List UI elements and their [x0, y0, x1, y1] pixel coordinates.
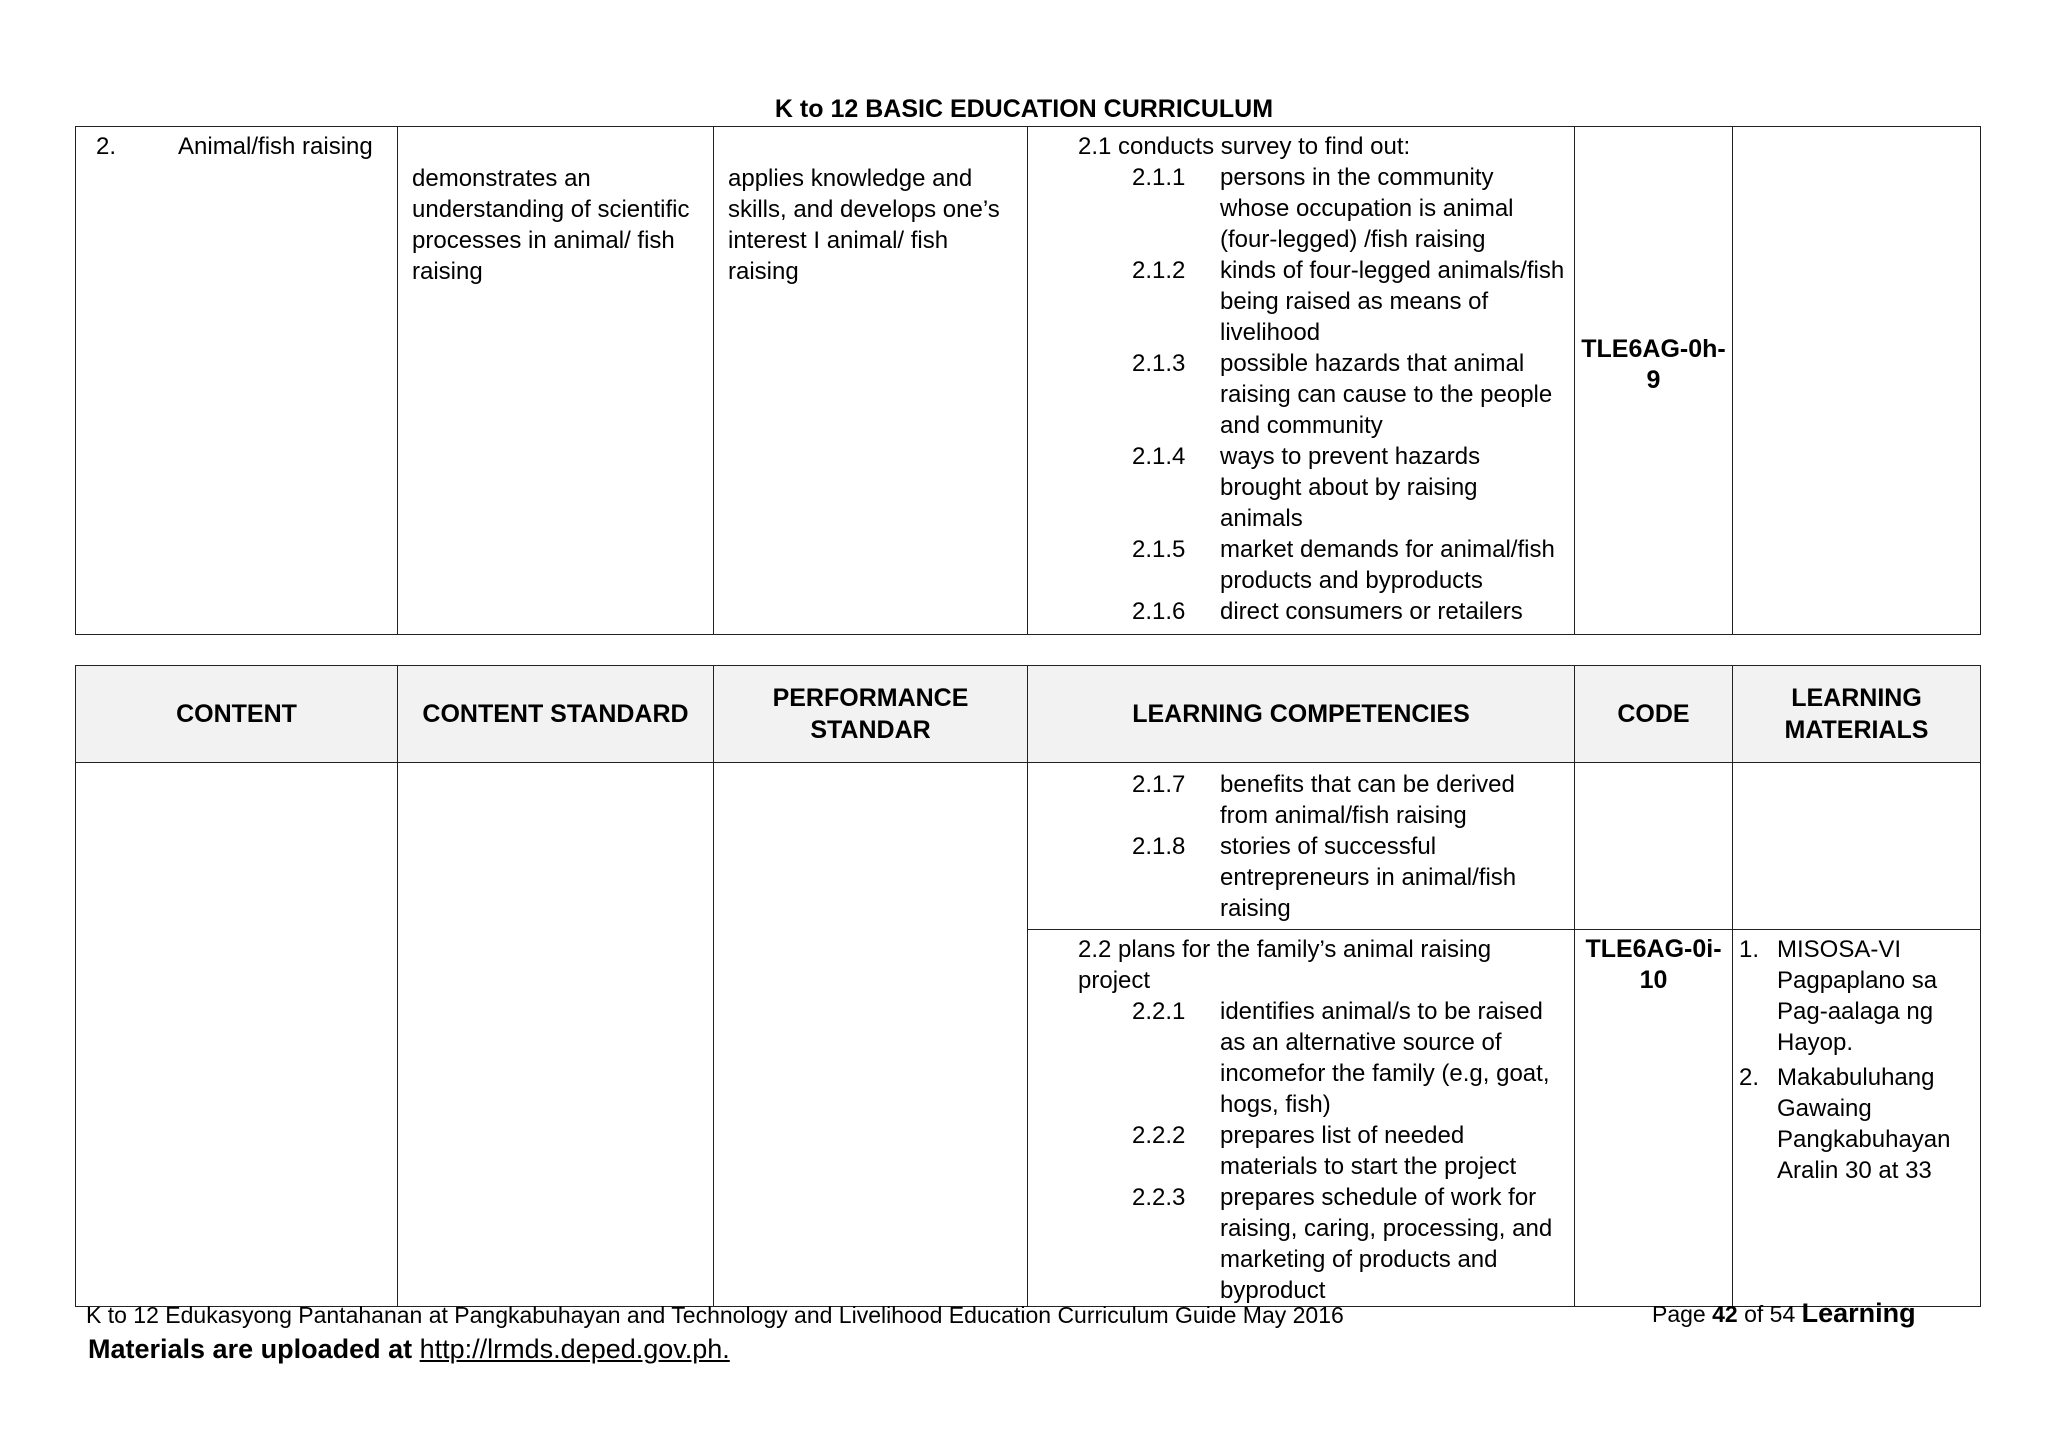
item-text: stories of successful entrepreneurs in animal/fish raising [1220, 833, 1517, 922]
page-title: K to 12 BASIC EDUCATION CURRICULUM [774, 95, 1274, 123]
header-performance-standard: PERFORMANCE STANDAR [714, 666, 1028, 763]
item-number: 2.1.1 [1132, 164, 1186, 191]
table-row [76, 127, 1981, 635]
list-item [1028, 534, 1566, 596]
lrmds-link[interactable]: http://lrmds.deped.gov.ph. [419, 1334, 730, 1364]
item-text: ways to prevent hazards brought about by raising animals [1220, 443, 1481, 532]
bottom-curriculum-table [75, 665, 1981, 1307]
table-row [76, 763, 1981, 930]
item-number: 2.1.6 [1132, 598, 1186, 625]
item-number: 2.1.4 [1132, 443, 1186, 470]
performance-standard-text: applies knowledge and skills, and develops one’s interest I animal/ fish raising [728, 165, 1000, 285]
item-number: 2.2.2 [1132, 1122, 1186, 1149]
header-content-standard: CONTENT STANDARD [398, 666, 714, 763]
item-text: direct consumers or retailers [1220, 598, 1523, 625]
performance-standard-cell [714, 763, 1028, 1307]
competencies-cell [1028, 930, 1575, 1307]
code-text: TLE6AG-0i-10 [1585, 935, 1722, 994]
list-item [1028, 831, 1566, 924]
item-text: prepares schedule of work for raising, caring, processing, and marketing of products and byproduct [1220, 1184, 1553, 1304]
list-item [1733, 1058, 1980, 1186]
page-total: of 54 [1744, 1301, 1796, 1327]
list-item [1028, 596, 1566, 627]
footer-page-info [1652, 1298, 1916, 1329]
item-text: benefits that can be derived from animal/fish raising [1220, 771, 1515, 829]
item-text: MISOSA-VI Pagpaplano sa Pag-aalaga ng Hayop. [1777, 936, 1938, 1056]
content-cell [76, 763, 398, 1307]
learning-materials-cell [1733, 930, 1981, 1307]
code-cell [1575, 930, 1733, 1307]
content-cell [76, 127, 398, 635]
list-item [1733, 930, 1980, 1058]
header-learning-competencies: LEARNING COMPETENCIES [1028, 666, 1575, 763]
footer-guide: K to 12 Edukasyong Pantahanan at Pangkabuhayan and Technology and Livelihood Education Curriculum Guide May 2016 [86, 1302, 1344, 1328]
item-text: prepares list of needed materials to start the project [1220, 1122, 1517, 1180]
plan-heading-text: 2.2 plans for the family’s animal raising project [1078, 936, 1492, 994]
item-number: 2. [1739, 1064, 1760, 1091]
header-code: CODE [1575, 666, 1733, 763]
content-standard-cell [398, 127, 714, 635]
item-number: 2.1.3 [1132, 350, 1186, 377]
content-text: Animal/fish raising [178, 133, 373, 160]
list-item [1028, 255, 1566, 348]
code-cell [1575, 127, 1733, 635]
content-standard-text: demonstrates an understanding of scientific processes in animal/ fish raising [412, 165, 690, 285]
page-number: 42 [1712, 1301, 1738, 1327]
materials-list [1733, 930, 1980, 1186]
competency-list [1028, 763, 1574, 924]
item-number: 1. [1739, 936, 1760, 963]
item-number: 2.1.8 [1132, 833, 1186, 860]
list-item [1028, 769, 1566, 831]
item-number: 2.1.7 [1132, 771, 1186, 798]
page-word: Page [1652, 1301, 1706, 1327]
item-text: kinds of four-legged animals/fish being raised as means of livelihood [1220, 257, 1565, 346]
item-text: persons in the community whose occupation is animal (four-legged) /fish raising [1220, 164, 1514, 253]
competencies-cell [1028, 763, 1575, 930]
list-item [1028, 162, 1566, 255]
code-cell [1575, 763, 1733, 930]
header-content: CONTENT [76, 666, 398, 763]
competency-heading: 2.1 conducts survey to find out: [1078, 133, 1411, 160]
list-item [1028, 441, 1566, 534]
item-text: identifies animal/s to be raised as an alternative source of incomefor the family (e.g, goat, hogs, fish) [1220, 998, 1550, 1118]
list-item [1028, 1120, 1566, 1182]
item-number: 2.2.3 [1132, 1184, 1186, 1211]
learning-materials-cell [1733, 127, 1981, 635]
competency-list [1028, 996, 1566, 1306]
item-number: 2.1.2 [1132, 257, 1186, 284]
list-item [1028, 348, 1566, 441]
learning-word: Learning [1801, 1298, 1916, 1328]
competency-list [1028, 162, 1566, 627]
top-curriculum-table [75, 126, 1981, 635]
materials-text: Materials are uploaded at [88, 1334, 413, 1364]
list-item [1028, 996, 1566, 1120]
header-learning-materials: LEARNING MATERIALS [1733, 666, 1981, 763]
header-row [76, 666, 1981, 763]
item-number: 2.1.5 [1132, 536, 1186, 563]
competencies-cell [1028, 127, 1575, 635]
footer-materials [88, 1332, 730, 1366]
content-number: 2. [96, 133, 117, 160]
item-text: Makabuluhang Gawaing Pangkabuhayan Aralin 30 at 33 [1777, 1064, 1951, 1184]
performance-standard-cell [714, 127, 1028, 635]
list-item [1028, 1182, 1566, 1306]
code-text: TLE6AG-0h-9 [1581, 335, 1726, 394]
item-text: market demands for animal/fish products and byproducts [1220, 536, 1555, 594]
content-standard-cell [398, 763, 714, 1307]
item-number: 2.2.1 [1132, 998, 1186, 1025]
plan-heading [1028, 934, 1566, 996]
item-text: possible hazards that animal raising can cause to the people and community [1220, 350, 1553, 439]
learning-materials-cell [1733, 763, 1981, 930]
